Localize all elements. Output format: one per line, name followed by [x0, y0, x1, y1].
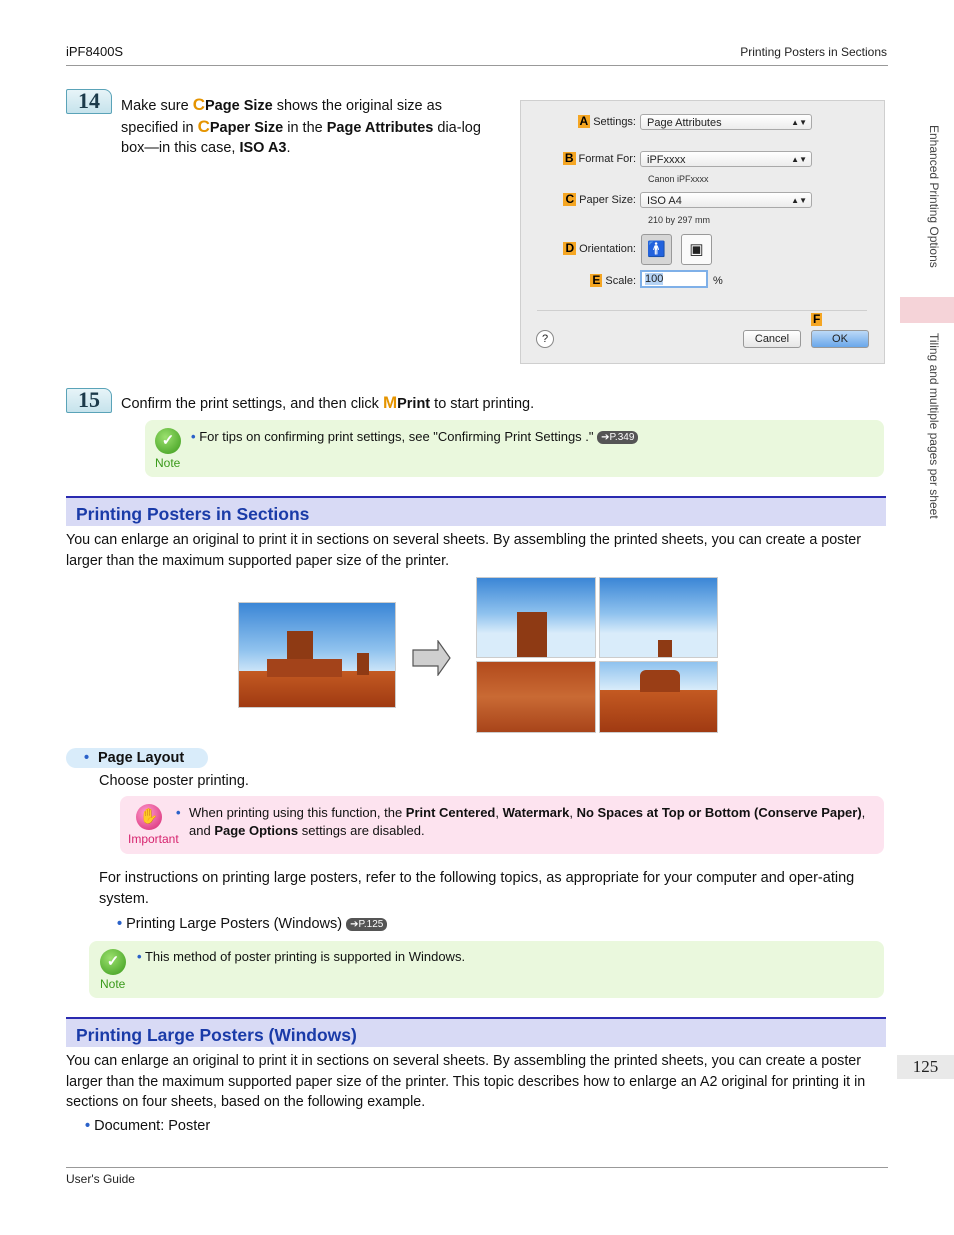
header-section: Printing Posters in Sections	[740, 45, 887, 59]
note-check-icon: ✓	[155, 428, 181, 454]
original-photo	[238, 602, 396, 708]
footer-divider	[66, 1167, 888, 1168]
help-icon[interactable]: ?	[536, 330, 554, 348]
paper-sub: 210 by 297 mm	[648, 215, 711, 225]
important-text: • When printing using this function, the Print Centered, Watermark, No Spaces at Top or Bottom (Conserve Paper), and Page Options settings are disabled.	[176, 805, 866, 838]
cancel-button[interactable]: Cancel	[743, 330, 801, 348]
note-box	[145, 420, 884, 477]
tile-top-left	[476, 577, 596, 658]
tile-bottom-left	[476, 661, 596, 733]
section-paragraph: You can enlarge an original to print it in sections on several sheets. By assembling the printed sheets, you can create a poster larger than the maximum supported paper size of the printer.	[66, 532, 862, 569]
note-text: • This method of poster printing is supported in Windows.	[137, 949, 466, 964]
portrait-icon: 🚹	[647, 241, 666, 258]
letter-marker: M	[382, 393, 398, 412]
step14-text: Make sure CPage Size shows the original size as specified in CPaper Size in the Page Attributes dia-log box—in this case, ISO A3.	[121, 95, 481, 156]
settings-label: A Settings:	[579, 114, 636, 128]
important-label: Important	[128, 832, 179, 846]
arrow-right-icon	[412, 640, 452, 681]
ok-marker: F	[813, 312, 821, 326]
page-number: 125	[897, 1055, 954, 1079]
instructions-item: • Printing Large Posters (Windows) ➔P.125	[117, 914, 387, 935]
section-heading: Printing Posters in Sections	[66, 496, 886, 526]
tile-bottom-right	[599, 661, 718, 733]
format-sub: Canon iPFxxxx	[648, 174, 709, 184]
ok-button[interactable]: OK	[811, 330, 869, 348]
page-layout-label: • Page Layout	[66, 748, 208, 768]
section-paragraph: You can enlarge an original to print it in sections on several sheets. By assembling the printed sheets, you can create a poster larger than the maximum supported paper size of the printer. This topic describes how to enlarge an A2 original for printing it in sections on four sheets, based on the following example.	[66, 1053, 866, 1110]
page-reference-link[interactable]: ➔P.349	[597, 431, 638, 444]
side-section-label: Tiling and multiple pages per sheet	[927, 333, 941, 519]
note-box	[89, 941, 884, 998]
step15-text: Confirm the print settings, and then click MPrint to start printing.	[121, 393, 535, 412]
note-label: Note	[100, 977, 126, 991]
paper-label: C Paper Size:	[565, 192, 636, 206]
portrait-orientation-button[interactable]	[641, 234, 672, 265]
tile-top-right	[599, 577, 718, 658]
settings-select[interactable]: Page Attributes ▲▼	[640, 114, 812, 130]
important-box	[120, 796, 884, 854]
instructions-paragraph: For instructions on printing large posters, refer to the following topics, as appropriate for your computer and oper-ating system.	[99, 870, 855, 907]
hand-stop-icon: ✋	[136, 804, 162, 830]
header-product: iPF8400S	[66, 44, 124, 59]
letter-marker: C	[192, 95, 206, 114]
landscape-orientation-button[interactable]	[681, 234, 712, 265]
scale-input[interactable]: 100	[640, 270, 708, 288]
format-label: B Format For:	[564, 151, 636, 165]
format-select[interactable]: iPFxxxx ▲▼	[640, 151, 812, 167]
updown-icon: ▲▼	[791, 155, 807, 164]
landscape-icon: ▣	[689, 241, 704, 258]
orientation-label: D Orientation:	[565, 241, 636, 255]
side-chapter-label: Enhanced Printing Options	[927, 125, 941, 268]
paper-size-select[interactable]: ISO A4 ▲▼	[640, 192, 812, 208]
page-attributes-dialog	[520, 100, 885, 364]
updown-icon: ▲▼	[791, 196, 807, 205]
scale-label: E Scale:	[592, 273, 636, 287]
page-reference-link[interactable]: ➔P.125	[346, 918, 387, 931]
header-divider	[66, 65, 888, 66]
section-heading: Printing Large Posters (Windows)	[66, 1017, 886, 1047]
step-number-15: 15	[66, 388, 112, 413]
note-text: • For tips on confirming print settings, see "Confirming Print Settings ." ➔P.349	[191, 428, 871, 446]
instructions-link[interactable]: Printing Large Posters (Windows)	[126, 916, 343, 932]
step-number-14: 14	[66, 89, 112, 114]
footer-title: User's Guide	[66, 1172, 135, 1186]
updown-icon: ▲▼	[791, 118, 807, 127]
note-label: Note	[155, 456, 181, 470]
note-check-icon: ✓	[100, 949, 126, 975]
dialog-divider	[537, 310, 867, 311]
page-layout-text: Choose poster printing.	[99, 773, 249, 789]
scale-unit: %	[713, 275, 723, 287]
letter-marker: C	[197, 116, 210, 136]
side-tab-marker	[900, 297, 954, 323]
document-item: • Document: Poster	[85, 1118, 211, 1134]
